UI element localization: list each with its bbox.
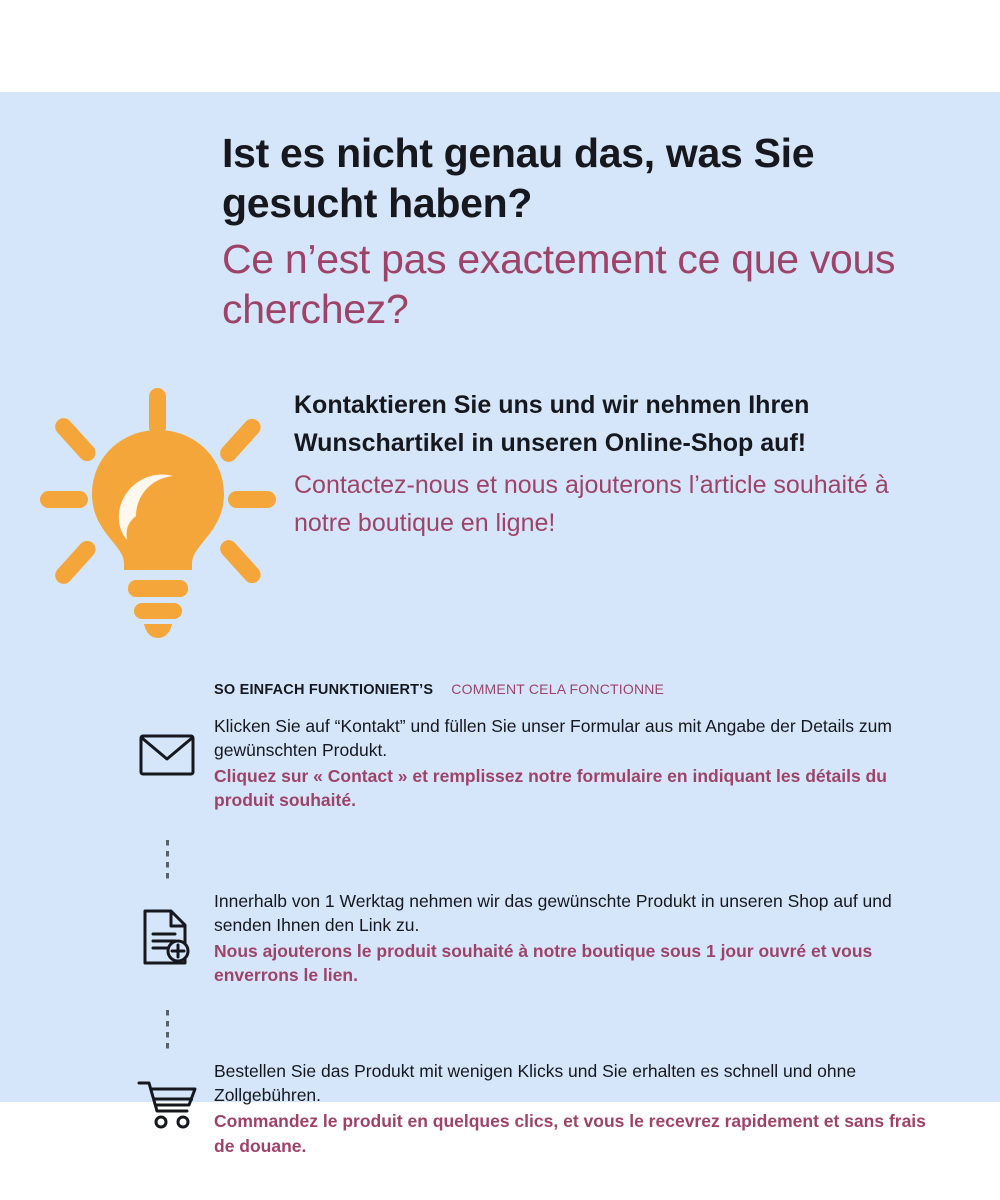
section-title-french: COMMENT CELA FONCTIONNE: [451, 681, 665, 697]
headline-block: [222, 128, 942, 334]
step-german: Bestellen Sie das Produkt mit wenigen Klicks und Sie erhalten es schnell und ohne Zollgebühren.: [214, 1061, 857, 1106]
lightbulb-illustration: [40, 388, 276, 638]
list-item: [120, 712, 940, 813]
steps-list: [120, 712, 940, 1158]
dotted-line: [166, 1010, 169, 1052]
list-item: [120, 1057, 940, 1158]
step-text: [214, 887, 940, 988]
document-add-icon: [120, 887, 214, 965]
dotted-line: [166, 840, 169, 882]
headline-german: Ist es nicht genau das, was Sie gesucht haben?: [222, 130, 815, 227]
step-connector: [120, 1005, 214, 1057]
section-title: [214, 681, 664, 698]
shopping-cart-icon: [120, 1057, 214, 1129]
step-connector: [120, 835, 214, 887]
subheading-french: Contactez-nous et nous ajouterons l’article souhaité à notre boutique en ligne!: [294, 471, 889, 537]
step-german: Klicken Sie auf “Kontakt” und füllen Sie unser Formular aus mit Angabe der Details zum gewünschten Produkt.: [214, 716, 892, 761]
step-text: [214, 1057, 940, 1158]
list-item: [120, 887, 940, 988]
step-text: [214, 712, 940, 813]
step-german: Innerhalb von 1 Werktag nehmen wir das gewünschte Produkt in unseren Shop auf und senden Ihnen den Link zu.: [214, 890, 892, 935]
subheading-block: [294, 386, 914, 542]
step-french: Cliquez sur « Contact » et remplissez notre formulaire en indiquant les détails du produit souhaité.: [214, 766, 887, 811]
envelope-icon: [120, 712, 214, 776]
step-french: Nous ajouterons le produit souhaité à notre boutique sous 1 jour ouvré et vous enverrons le lien.: [214, 940, 873, 985]
headline-french: Ce n’est pas exactement ce que vous cherchez?: [222, 236, 896, 333]
section-title-german: SO EINFACH FUNKTIONIERT’S: [214, 682, 434, 698]
step-french: Commandez le produit en quelques clics, et vous le recevrez rapidement et sans frais de douane.: [214, 1111, 926, 1156]
subheading-german: Kontaktieren Sie uns und wir nehmen Ihren Wunschartikel in unseren Online-Shop auf!: [294, 391, 810, 457]
